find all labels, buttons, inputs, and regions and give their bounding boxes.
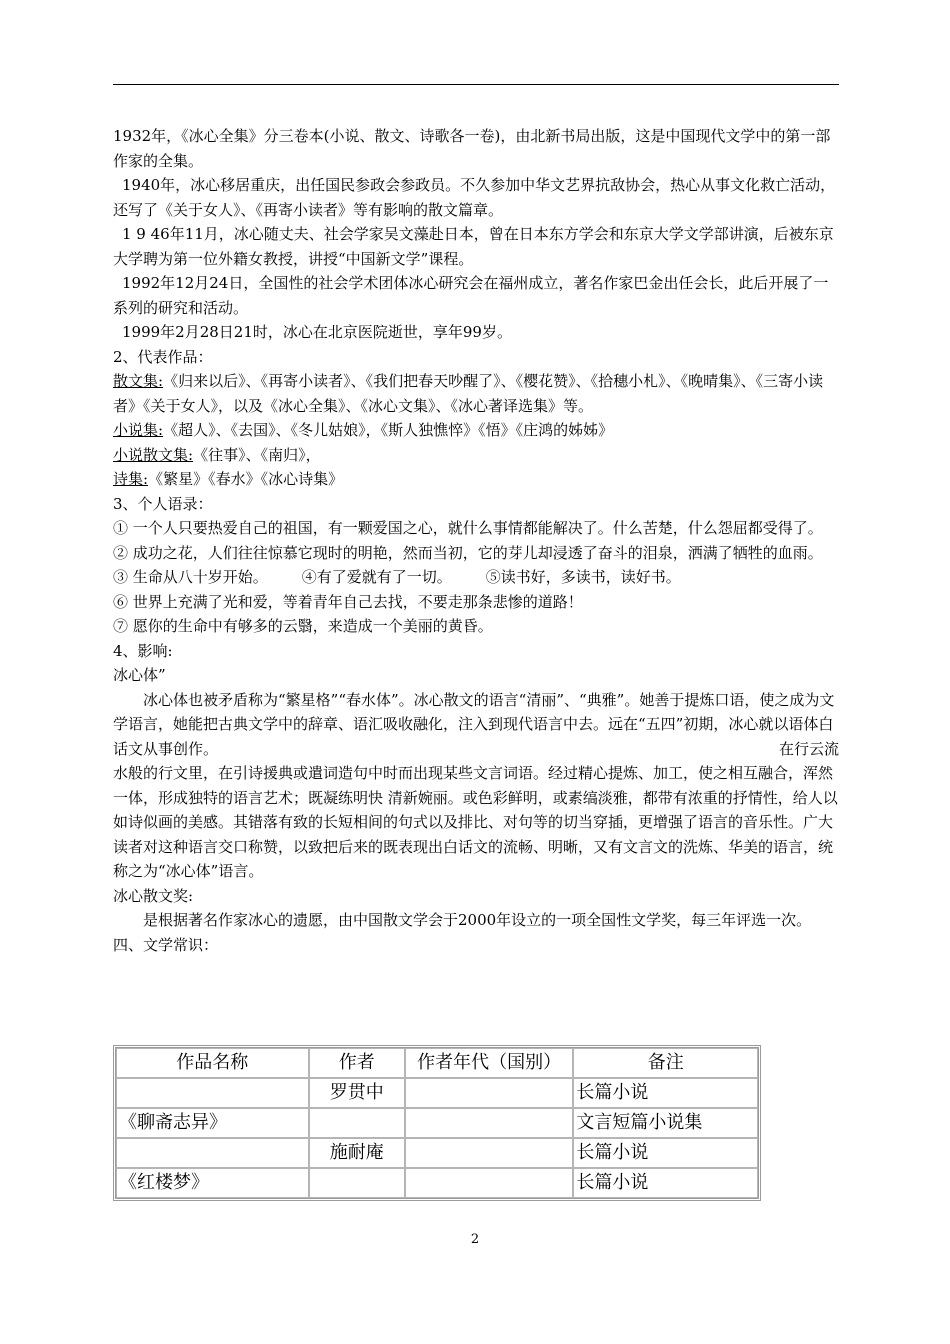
table-header-row (116, 1048, 758, 1078)
works-item (113, 467, 839, 492)
header-rule (113, 84, 839, 85)
document-body (113, 124, 839, 957)
quote-line (113, 565, 839, 590)
table-cell: 长篇小说 (573, 1078, 758, 1108)
table-cell (116, 1078, 309, 1108)
bio-paragraph: 1932年，《冰心全集》分三卷本(小说、散文、诗歌各一卷)，由北新书局出版，这是中国现代文学中的第一部作家的全集。 (113, 127, 831, 170)
literature-table (113, 1045, 761, 1201)
quote: ③ 生命从八十岁开始。 (113, 568, 268, 586)
works-label: 小说集: (113, 421, 164, 439)
table-cell (309, 1108, 405, 1138)
bio-paragraph: 1999年2月28日21时，冰心在北京医院逝世，享年99岁。 (122, 323, 512, 341)
table-cell: 施耐庵 (309, 1138, 405, 1168)
style-paragraph: 冰心体也被矛盾称为“繁星格”“春水体”。冰心散文的语言“清丽”、“典雅”。她善于提炼口语，使之成为文学语言，她能把古典文学中的辞章、语汇吸收融化，注入到现代语言中去。远在“五四”初期，冰心就以语体白话文从事创作。 在行云流 (113, 688, 839, 762)
quote: ⑥ 世界上充满了光和爱，等着青年自己去找，不要走那条悲惨的道路！ (113, 592, 583, 611)
works-item (113, 418, 839, 443)
bio-paragraph: 1940年，冰心移居重庆，出任国民参政会参政员。不久参加中华文艺界抗敌协会，热心从事文化救亡活动，还写了《关于女人》、《再寄小读者》等有影响的散文篇章。 (113, 176, 836, 219)
style-paragraph-right: 在行云流 (778, 739, 839, 758)
table-cell: 长篇小说 (573, 1168, 758, 1198)
table-cell (405, 1138, 574, 1168)
table-cell (405, 1078, 574, 1108)
works-item (113, 443, 839, 468)
works-heading: 2、代表作品： (113, 347, 213, 366)
table-header-cell: 作品名称 (116, 1048, 309, 1078)
table-cell: 长篇小说 (573, 1138, 758, 1168)
table-row (116, 1138, 758, 1168)
works-label: 散文集: (113, 372, 164, 390)
table-cell (405, 1168, 574, 1198)
quote: ① 一个人只要热爱自己的祖国，有一颗爱国之心，就什么事情都能解决了。什么苦楚，什么怨屈都受得了。 (113, 519, 823, 537)
table-cell: 《聊斋志异》 (116, 1108, 309, 1138)
quote: ⑦ 愿你的生命中有够多的云翳，来造成一个美丽的黄昏。 (113, 617, 493, 635)
works-label: 诗集: (113, 470, 149, 488)
works-text: 《往事》、《南归》， (193, 445, 321, 464)
table-cell: 文言短篇小说集 (573, 1108, 758, 1138)
table-cell (116, 1138, 309, 1168)
table-cell: 罗贯中 (309, 1078, 405, 1108)
table-header-cell: 作者年代（国别） (405, 1048, 574, 1078)
quote: ② 成功之花，人们往往惊慕它现时的明艳，然而当初，它的芽儿却浸透了奋斗的泪泉，洒满了牺牲的血雨。 (113, 543, 823, 562)
works-text: 《归来以后》、《再寄小读者》、《我们把春天吵醒了》、《樱花赞》、《拾穗小札》、《晚晴集》、《三寄小读者》《关于女人》，以及《冰心全集》、《冰心文集》、《冰心著译选集》等。 (113, 372, 824, 415)
works-text: 《超人》、《去国》、《冬儿姑娘》，《斯人独憔悴》《悟》《庄鸿的姊姊》 (163, 421, 614, 439)
table-cell (309, 1168, 405, 1198)
quote: ⑤读书好，多读书，读好书。 (485, 568, 681, 586)
influence-heading: 4、影响: (113, 641, 173, 660)
quote: ④有了爱就有了一切。 (301, 568, 452, 586)
table-row (116, 1168, 758, 1198)
bio-paragraph: 1992年12月24日，全国性的社会学术团体冰心研究会在福州成立，著名作家巴金出任会长，此后开展了一系列的研究和活动。 (113, 274, 829, 317)
quotes-heading: 3、个人语录： (113, 494, 213, 513)
award-paragraph: 是根据著名作家冰心的遗愿，由中国散文学会于2000年设立的一项全国性文学奖，每三年评选一次。 (143, 911, 812, 929)
style-title: 冰心体” (113, 666, 166, 684)
style-paragraph: 水般的行文里，在引诗援典或遣词造句中时而出现某些文言词语。经过精心提炼、加工，使之相互融合，浑然一体，形成独特的语言艺术；既凝练明快 清新婉丽。或色彩鲜明，或素缟淡雅，都带有浓重的抒情性，给人以如诗似画的美感。其错落有致的长短相间的句式以及排比、对句等的切当穿插，更增强了语言的音乐性。广大读者对这种语言交口称赞，以致把后来的既表现出白话文的流畅、明晰，又有文言文的洗炼、华美的语言，统称之为“冰心体”语言。 (113, 764, 838, 880)
page-number: 2 (470, 1232, 480, 1247)
works-text: 《繁星》《春水》《冰心诗集》 (148, 470, 344, 488)
bio-paragraph: 1 9 46年11月，冰心随丈夫、社会学家吴文藻赴日本，曾在日本东方学会和东京大学文学部讲演，后被东京大学聘为第一位外籍女教授，讲授“中国新文学”课程。 (113, 225, 834, 268)
table-row (116, 1078, 758, 1108)
award-title: 冰心散文奖: (113, 886, 194, 905)
table-header-cell: 作者 (309, 1048, 405, 1078)
literature-heading: 四、文学常识： (113, 935, 219, 954)
works-label: 小说散文集: (113, 445, 194, 464)
works-item (113, 369, 839, 418)
table-cell (405, 1108, 574, 1138)
table-row (116, 1108, 758, 1138)
table-cell: 《红楼梦》 (116, 1168, 309, 1198)
table-header-cell: 备注 (573, 1048, 758, 1078)
